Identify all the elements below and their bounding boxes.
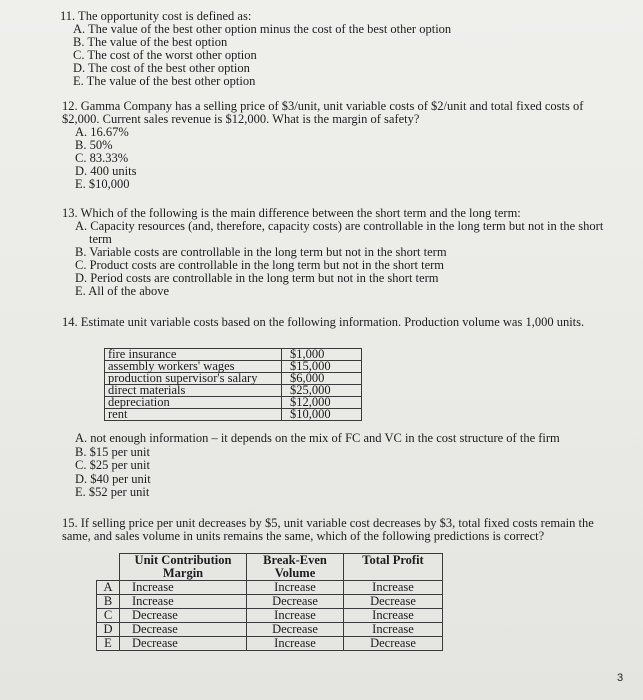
answer-option: E. The value of the best other option xyxy=(73,74,256,88)
question-stem: 12. Gamma Company has a selling price of $3/unit, unit variable costs of $2/unit and total fixed costs of $2,000. Current sales revenue is $12,000. What is the margin of safety? xyxy=(62,99,584,126)
cost-label: assembly workers' wages xyxy=(105,361,282,373)
answer-option: D. The cost of the best other option xyxy=(73,61,250,75)
answer-option: B. Variable costs are controllable in the long term but not in the short term xyxy=(75,245,447,259)
header-bev: Break-Even Volume xyxy=(247,554,344,581)
table-row xyxy=(97,623,443,637)
question-stem: 13. Which of the following is the main difference between the short term and the long term: xyxy=(62,206,521,220)
answer-option: E. $52 per unit xyxy=(75,485,150,499)
row-letter: E xyxy=(97,637,120,651)
cost-label: production supervisor's salary xyxy=(105,373,282,385)
table-row xyxy=(97,595,443,609)
table-row xyxy=(105,409,362,421)
question-stem: 11. The opportunity cost is defined as: xyxy=(60,9,252,23)
bev-cell: Increase xyxy=(247,609,344,623)
answer-option: B. The value of the best option xyxy=(73,35,228,49)
bev-cell: Decrease xyxy=(247,623,344,637)
table-row xyxy=(97,637,443,651)
row-letter: C xyxy=(97,609,120,623)
question-11 xyxy=(60,10,620,88)
question-stem: 15. If selling price per unit decreases by $5, unit variable cost decreases by $3, total fixed costs remain the same, and sales volume in units remains the same, which of the following predictions is correct? xyxy=(62,516,594,543)
row-letter: B xyxy=(97,595,120,609)
header-blank xyxy=(97,554,120,581)
tp-cell: Increase xyxy=(344,609,443,623)
cost-value: $25,000 xyxy=(282,385,362,397)
tp-cell: Decrease xyxy=(344,637,443,651)
page-number: 3 xyxy=(617,672,624,684)
question-14-options xyxy=(62,432,560,500)
question-stem: 14. Estimate unit variable costs based on the following information. Production volume was 1,000 units. xyxy=(62,315,585,329)
ucm-cell: Decrease xyxy=(120,637,247,651)
answer-option: D. 400 units xyxy=(75,164,137,178)
predictions-table xyxy=(96,553,443,651)
answer-option: D. $40 per unit xyxy=(75,471,151,486)
row-letter: D xyxy=(97,623,120,637)
tp-cell: Decrease xyxy=(344,595,443,609)
ucm-cell: Increase xyxy=(120,595,247,609)
cost-label: direct materials xyxy=(105,385,282,397)
answer-option: A. Capacity resources (and, therefore, capacity costs) are controllable in the long term but not in the short term xyxy=(75,219,604,246)
row-letter: A xyxy=(97,581,120,595)
answer-option: A. not enough information – it depends on the mix of FC and VC in the cost structure of the firm xyxy=(75,431,560,445)
cost-label: fire insurance xyxy=(105,349,282,361)
question-15 xyxy=(62,517,622,543)
answer-option: C. $25 per unit xyxy=(75,458,150,472)
ucm-cell: Decrease xyxy=(120,623,247,637)
table-row xyxy=(97,609,443,623)
question-14 xyxy=(62,316,622,329)
header-tp: Total Profit xyxy=(344,554,443,581)
cost-value: $15,000 xyxy=(282,361,362,373)
ucm-cell: Decrease xyxy=(120,609,247,623)
cost-value: $6,000 xyxy=(282,373,362,385)
cost-value: $1,000 xyxy=(282,349,362,361)
bev-cell: Increase xyxy=(247,637,344,651)
answer-option: A. 16.67% xyxy=(75,125,129,139)
answer-option: E. $10,000 xyxy=(75,177,130,191)
question-12 xyxy=(62,100,622,191)
bev-cell: Increase xyxy=(247,581,344,595)
tp-cell: Increase xyxy=(344,623,443,637)
answer-option: E. All of the above xyxy=(75,284,170,298)
header-ucm: Unit Contribution Margin xyxy=(120,554,247,581)
cost-table xyxy=(104,348,362,421)
answer-option: C. Product costs are controllable in the long term but not in the short term xyxy=(75,258,445,272)
question-13 xyxy=(62,207,622,298)
cost-value: $10,000 xyxy=(282,409,362,421)
tp-cell: Increase xyxy=(344,581,443,595)
table-header-row xyxy=(97,554,443,581)
cost-label: rent xyxy=(105,409,282,421)
cost-value: $12,000 xyxy=(282,397,362,409)
answer-option: C. 83.33% xyxy=(75,151,129,165)
cost-label: depreciation xyxy=(105,397,282,409)
answer-option: D. Period costs are controllable in the long term but not in the short term xyxy=(75,271,439,285)
ucm-cell: Increase xyxy=(120,581,247,595)
answer-option: B. $15 per unit xyxy=(75,444,150,459)
answer-option: C. The cost of the worst other option xyxy=(73,48,257,62)
bev-cell: Decrease xyxy=(247,595,344,609)
table-row xyxy=(97,581,443,595)
answer-option: A. The value of the best other option minus the cost of the best other option xyxy=(73,22,452,36)
answer-option: B. 50% xyxy=(75,138,113,152)
